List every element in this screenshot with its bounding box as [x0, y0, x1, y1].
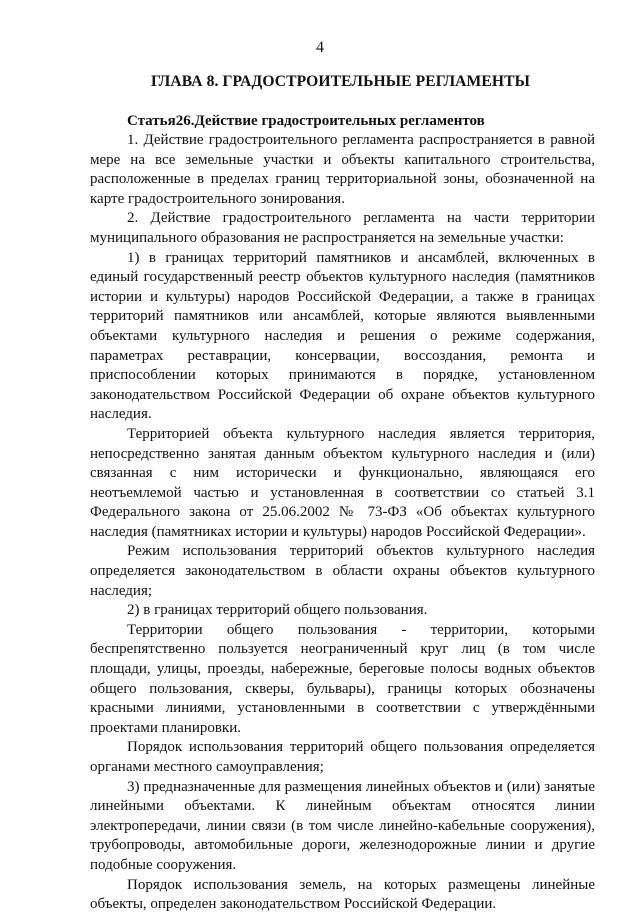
paragraph: 1) в границах территорий памятников и ансамблей, включенных в единый государственный реестр объектов культурного наследия (памятников истории и культуры) народов Российской Федерации, а также в границах территорий памятников или ансамблей, которые являются выявленными объектами культурного наследия и решения о режиме содержания, параметрах реставрации, консервации, воссоздания, ремонта и приспособлении которых принимаются в порядке, установленном законодательством Российской Федерации об охране объектов культурного наследия.	[90, 249, 595, 423]
paragraph: 2. Действие градостроительного регламента на части территории муниципального образования не распространяется на земельные участки:	[90, 210, 595, 246]
paragraph: Территории общего пользования - территории, которыми беспрепятственно пользуется неограниченный круг лиц (в том числе площади, улицы, проезды, набережные, береговые полосы водных объектов общего пользования, скверы, бульвары), границы которых обозначены красными линиями, установленными в соответствии с утверждёнными проектами планировки.	[90, 621, 595, 736]
paragraph: 3) предназначенные для размещения линейных объектов и (или) занятые линейными объектами. К линейным объектам относятся линии электропередачи, линии связи (в том числе линейно-кабельные сооружения), трубопроводы, автомобильные дороги, железнодорожные линии и другие подобные сооружения.	[90, 778, 595, 873]
page-number: 4	[316, 39, 324, 56]
paragraph: Порядок использования земель, на которых размещены линейные объекты, определен законодательством Российской Федерации.	[90, 876, 595, 913]
paragraph: Территорией объекта культурного наследия является территория, непосредственно занятая данным объектом культурного наследия и (или) связанная с ним исторически и функционально, являющаяся его неотъемлемой частью и установленная в соответствии со статьей 3.1 Федерального закона от 25.06.2002 № 73-ФЗ «Об объектах культурного наследия (памятниках истории и культуры) народов Российской Федерации».	[90, 425, 595, 540]
paragraph: Режим использования территорий объектов культурного наследия определяется законодательством в области охраны объектов культурного наследия;	[90, 543, 595, 599]
paragraph: 1. Действие градостроительного регламента распространяется в равной мере на все земельные участки и объекты капитального строительства, расположенные в пределах границ территориальной зоны, обозначенной на карте градостроительного зонирования.	[90, 132, 595, 207]
paragraph: Порядок использования территорий общего пользования определяется органами местного самоуправления;	[90, 739, 595, 775]
article-body	[90, 131, 595, 915]
article-title: Статья26.Действие градостроительных регламентов	[127, 113, 485, 129]
chapter-title: ГЛАВА 8. ГРАДОСТРОИТЕЛЬНЫЕ РЕГЛАМЕНТЫ	[150, 73, 531, 90]
paragraph: 2) в границах территорий общего пользования.	[127, 602, 428, 619]
